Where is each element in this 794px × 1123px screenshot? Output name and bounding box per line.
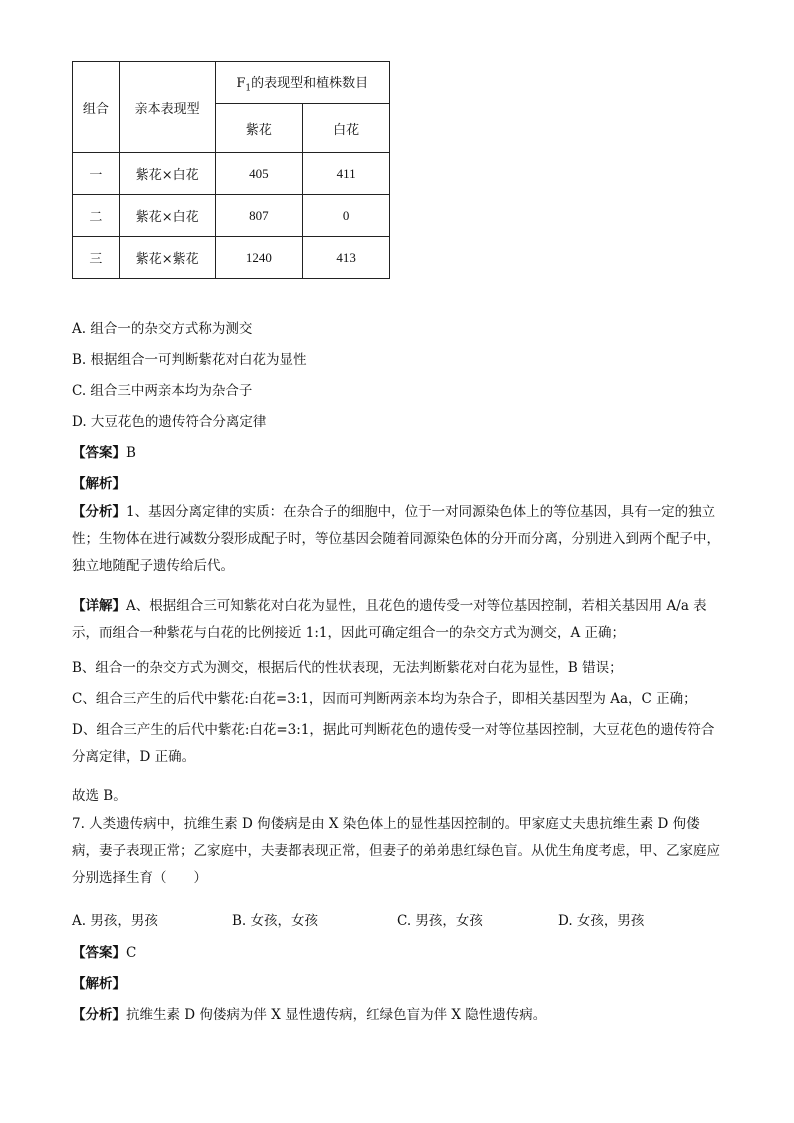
q6-option-d: D. 大豆花色的遗传符合分离定律 [72, 414, 267, 430]
q7-option-b: B. 女孩，女孩 [232, 913, 319, 929]
answer-tag: 【答案】 [72, 445, 126, 461]
cell-white: 0 [303, 195, 390, 237]
cell-parent: 紫花×白花 [119, 153, 215, 195]
q6-conclusion: 故选 B。 [72, 788, 127, 804]
q7-answer [72, 941, 136, 961]
header-f1-prefix: F [236, 75, 246, 91]
q7-analysis-heading [72, 972, 126, 992]
q6-option-a: A. 组合一的杂交方式称为测交 [72, 321, 253, 337]
cell-purple: 405 [215, 153, 303, 195]
q6-option-c: C. 组合三中两亲本均为杂合子 [72, 383, 253, 399]
cell-purple: 807 [215, 195, 303, 237]
q7-stem: 7. 人类遗传病中，抗维生素 D 佝偻病是由 X 染色体上的显性基因控制的。甲家庭丈夫患抗维生素 D 佝偻病，妻子表现正常；乙家庭中，夫妻都表现正常，但妻子的弟弟患红绿色盲。从优生角度考虑，甲、乙家庭应分别选择生育（ ） [72, 816, 720, 886]
table-row [73, 195, 390, 237]
cell-white: 411 [303, 153, 390, 195]
answer-value: B [126, 445, 136, 461]
answer-tag: 【答案】 [72, 945, 126, 961]
fenxi-text: 1、基因分离定律的实质：在杂合子的细胞中，位于一对同源染色体上的等位基因，具有一定的独立性；生物体在进行减数分裂形成配子时，等位基因会随着同源染色体的分开而分离，分别进入到两个配子中，独立地随配子遗传给后代。 [72, 504, 720, 574]
q6-xiangjie-c: C、组合三产生的后代中紫花:白花=3:1，因而可判断两亲本均为杂合子，即相关基因型为 Aa，C 正确； [72, 691, 697, 707]
q6-option-b: B. 根据组合一可判断紫花对白花为显性 [72, 352, 307, 368]
q7-fenxi [72, 1003, 546, 1023]
header-f1 [215, 62, 389, 104]
q6-fenxi [72, 499, 722, 580]
q7-option-a: A. 男孩，男孩 [72, 913, 158, 929]
cell-parent: 紫花×白花 [119, 195, 215, 237]
q6-analysis-heading [72, 472, 126, 492]
q7-option-c: C. 男孩，女孩 [397, 913, 483, 929]
cell-group: 一 [73, 153, 120, 195]
fenxi-tag: 【分析】 [72, 504, 126, 520]
table-row [73, 237, 390, 279]
cell-parent: 紫花×紫花 [119, 237, 215, 279]
q7-option-d: D. 女孩，男孩 [558, 913, 645, 929]
q6-xiangjie-d: D、组合三产生的后代中紫花:白花=3:1，据此可判断花色的遗传受一对等位基因控制，大豆花色的遗传符合分离定律，D 正确。 [72, 722, 715, 765]
fenxi-text: 抗维生素 D 佝偻病为伴 X 显性遗传病，红绿色盲为伴 X 隐性遗传病。 [126, 1007, 547, 1023]
cell-white: 413 [303, 237, 390, 279]
table-row [73, 153, 390, 195]
header-purple: 紫花 [215, 104, 303, 153]
cell-group: 二 [73, 195, 120, 237]
q6-xiangjie-a [72, 593, 722, 647]
header-white: 白花 [303, 104, 390, 153]
fenxi-tag: 【分析】 [72, 1007, 126, 1023]
header-group: 组合 [73, 62, 120, 153]
analysis-tag: 【解析】 [72, 476, 126, 492]
q6-xiangjie-b: B、组合一的杂交方式为测交，根据后代的性状表现，无法判断紫花对白花为显性，B 错误； [72, 660, 623, 676]
xiangjie-a-text: A、根据组合三可知紫花对白花为显性，且花色的遗传受一对等位基因控制，若相关基因用 A/a 表示，而组合一种紫花与白花的比例接近 1:1，因此可确定组合一的杂交方式为测交，A 正确； [72, 598, 707, 641]
xiangjie-tag: 【详解】 [72, 598, 126, 614]
cross-results-table [72, 61, 390, 279]
answer-value: C [126, 945, 137, 961]
cell-group: 三 [73, 237, 120, 279]
header-f1-rest: 的表现型和植株数目 [251, 75, 369, 91]
header-f1-sub: 1 [245, 83, 252, 94]
q6-answer [72, 441, 136, 461]
analysis-tag: 【解析】 [72, 976, 126, 992]
cell-purple: 1240 [215, 237, 303, 279]
header-parent-phenotype: 亲本表现型 [119, 62, 215, 153]
